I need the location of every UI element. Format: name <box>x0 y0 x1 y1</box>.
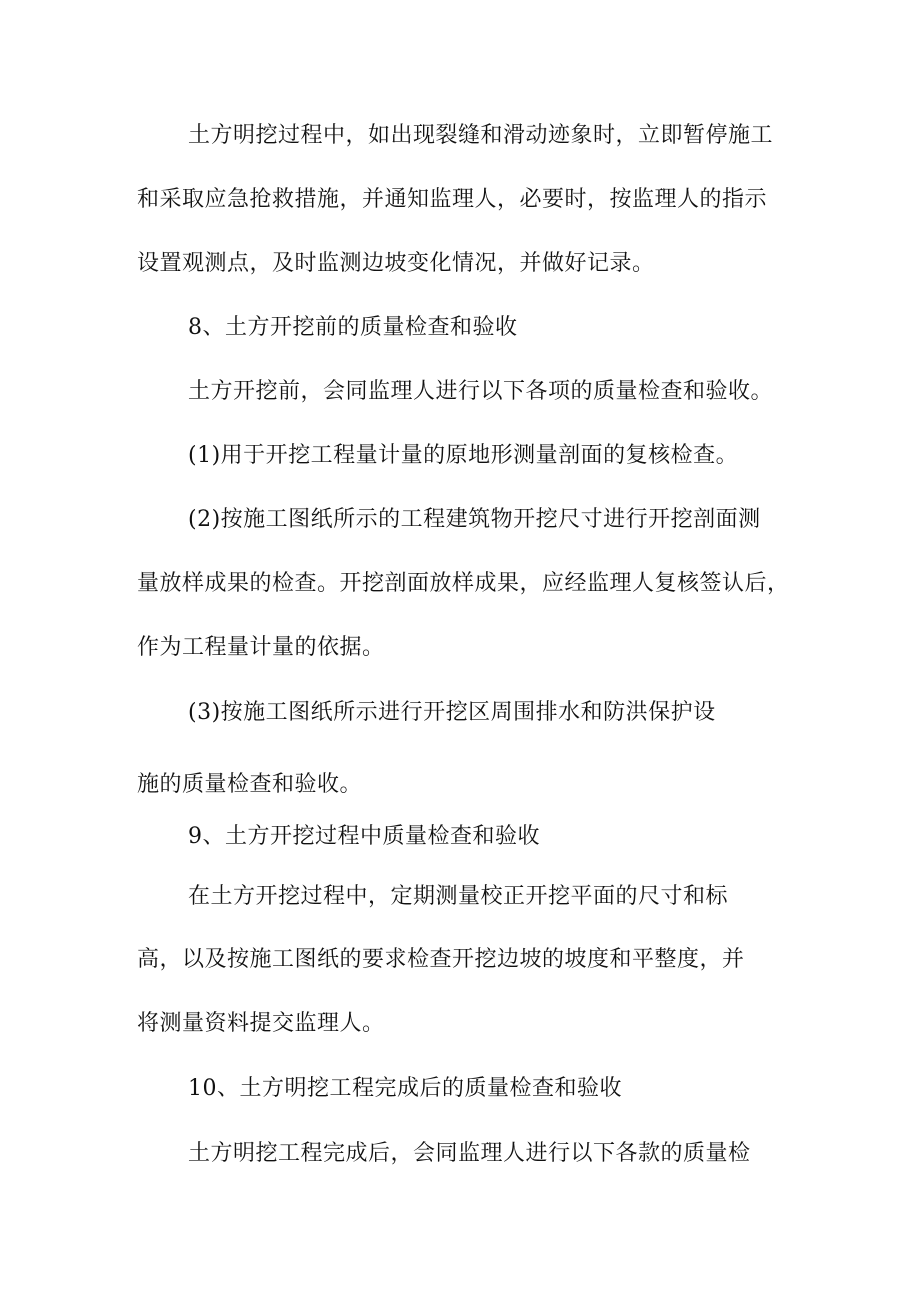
section-heading: 8、土方开挖前的质量检查和验收 <box>188 315 518 340</box>
paragraph-line: 设置观测点，及时监测边坡变化情况，并做好记录。 <box>137 251 655 276</box>
section-heading: 10、土方明挖工程完成后的质量检查和验收 <box>188 1076 622 1101</box>
paragraph-line: 将测量资料提交监理人。 <box>137 1011 385 1036</box>
paragraph-line: 和采取应急抢救措施，并通知监理人，必要时，按监理人的指示 <box>137 187 768 212</box>
list-item: (1)用于开挖工程量计量的原地形测量剖面的复核检查。 <box>188 443 739 468</box>
paragraph-line: 在土方开挖过程中，定期测量校正开挖平面的尺寸和标 <box>188 884 729 909</box>
paragraph-line: 高，以及按施工图纸的要求检查开挖边坡的坡度和平整度，并 <box>137 947 745 972</box>
paragraph-line: 土方开挖前，会同监理人进行以下各项的质量检查和验收。 <box>188 379 774 404</box>
section-heading: 9、土方开挖过程中质量检查和验收 <box>188 824 540 849</box>
paragraph-line: 量放样成果的检查。开挖剖面放样成果，应经监理人复核签认后， <box>137 571 790 596</box>
paragraph-line: 施的质量检查和验收。 <box>137 772 363 797</box>
list-item: (3)按施工图纸所示进行开挖区周围排水和防洪保护设 <box>188 700 716 725</box>
paragraph-line: 土方明挖过程中，如出现裂缝和滑动迹象时，立即暂停施工 <box>188 123 774 148</box>
list-item: (2)按施工图纸所示的工程建筑物开挖尺寸进行开挖剖面测 <box>188 507 761 532</box>
paragraph-line: 作为工程量计量的依据。 <box>137 635 385 660</box>
paragraph-line: 土方明挖工程完成后，会同监理人进行以下各款的质量检 <box>188 1141 751 1166</box>
